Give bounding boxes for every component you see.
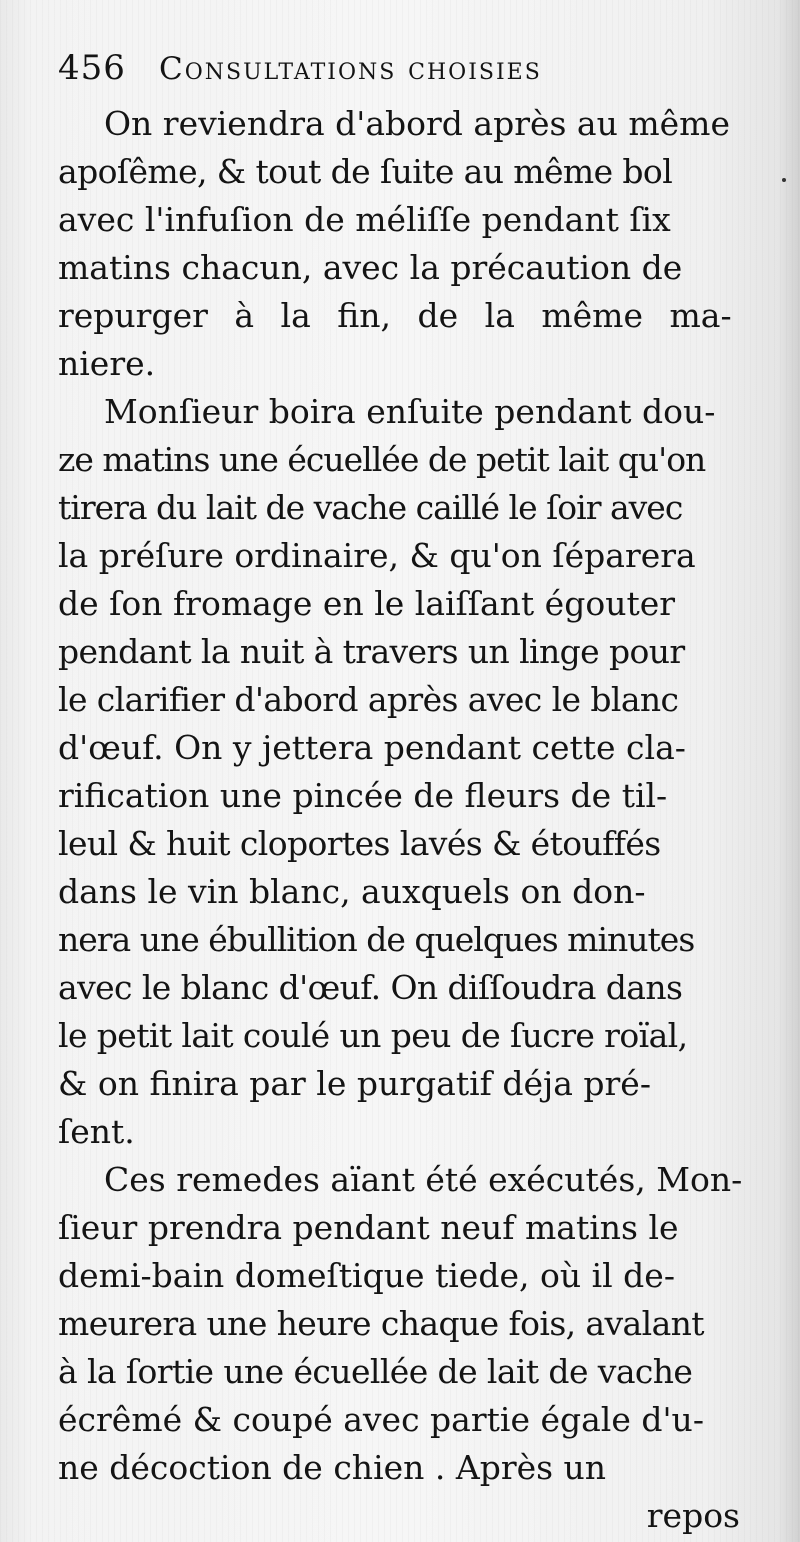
text-line: & on finira par le purgatif déja pré- — [58, 1064, 651, 1103]
text-line: avec le blanc d'œuf. On diſſoudra dans — [58, 968, 683, 1007]
text-line: avec l'infuſion de méliſſe pendant ſix — [58, 200, 671, 239]
text-line: ſent. — [58, 1112, 135, 1151]
text-line: Monſieur boira enſuite pendant dou- — [104, 392, 716, 431]
text-line: pendant la nuit à travers un linge pour — [58, 632, 685, 671]
body-text — [58, 100, 748, 1540]
text-line: Ces remedes aïant été exécutés, Mon- — [104, 1160, 743, 1199]
text-line: matins chacun, avec la précaution de — [58, 248, 683, 287]
text-line: On reviendra d'abord après au même — [104, 104, 730, 143]
text-line: le petit lait coulé un peu de ſucre roïal, — [58, 1016, 688, 1055]
text-line: meurera une heure chaque fois, avalant — [58, 1304, 704, 1343]
text-line: leul & huit cloportes lavés & étouffés — [58, 824, 661, 863]
text-line: apoſême, & tout de ſuite au même bol — [58, 152, 673, 191]
text-line: ſieur prendra pendant neuf matins le — [58, 1208, 679, 1247]
text-line: le clarifier d'abord après avec le blanc — [58, 680, 679, 719]
text-line: dans le vin blanc, auxquels on don- — [58, 872, 646, 911]
text-line: ne décoction de chien . Après un — [58, 1448, 607, 1487]
text-line: ze matins une écuellée de petit lait qu'on — [58, 440, 706, 479]
text-line: niere. — [58, 344, 156, 383]
text-line: demi-bain domeſtique tiede, où il de- — [58, 1256, 675, 1295]
text-line: repurger à la fin, de la même ma- — [58, 296, 732, 335]
text-line: d'œuf. On y jettera pendant cette cla- — [58, 728, 686, 767]
text-line: de ſon fromage en le laiſſant égouter — [58, 584, 676, 623]
text-line: à la ſortie une écuellée de lait de vache — [58, 1352, 693, 1391]
margin-speck — [782, 178, 786, 182]
page-edge-shadow — [778, 0, 800, 1542]
running-head: Consultations choisies — [159, 51, 542, 87]
catchword: repos — [646, 1496, 740, 1535]
text-line: rification une pincée de fleurs de til- — [58, 776, 668, 815]
text-line: la préſure ordinaire, & qu'on ſéparera — [58, 536, 696, 575]
text-line: tirera du lait de vache caillé le ſoir avec — [58, 488, 683, 527]
page-header — [58, 48, 758, 98]
text-line: nera une ébullition de quelques minutes — [58, 920, 695, 959]
text-line: écrêmé & coupé avec partie égale d'u- — [58, 1400, 704, 1439]
page-number: 456 — [58, 48, 126, 88]
